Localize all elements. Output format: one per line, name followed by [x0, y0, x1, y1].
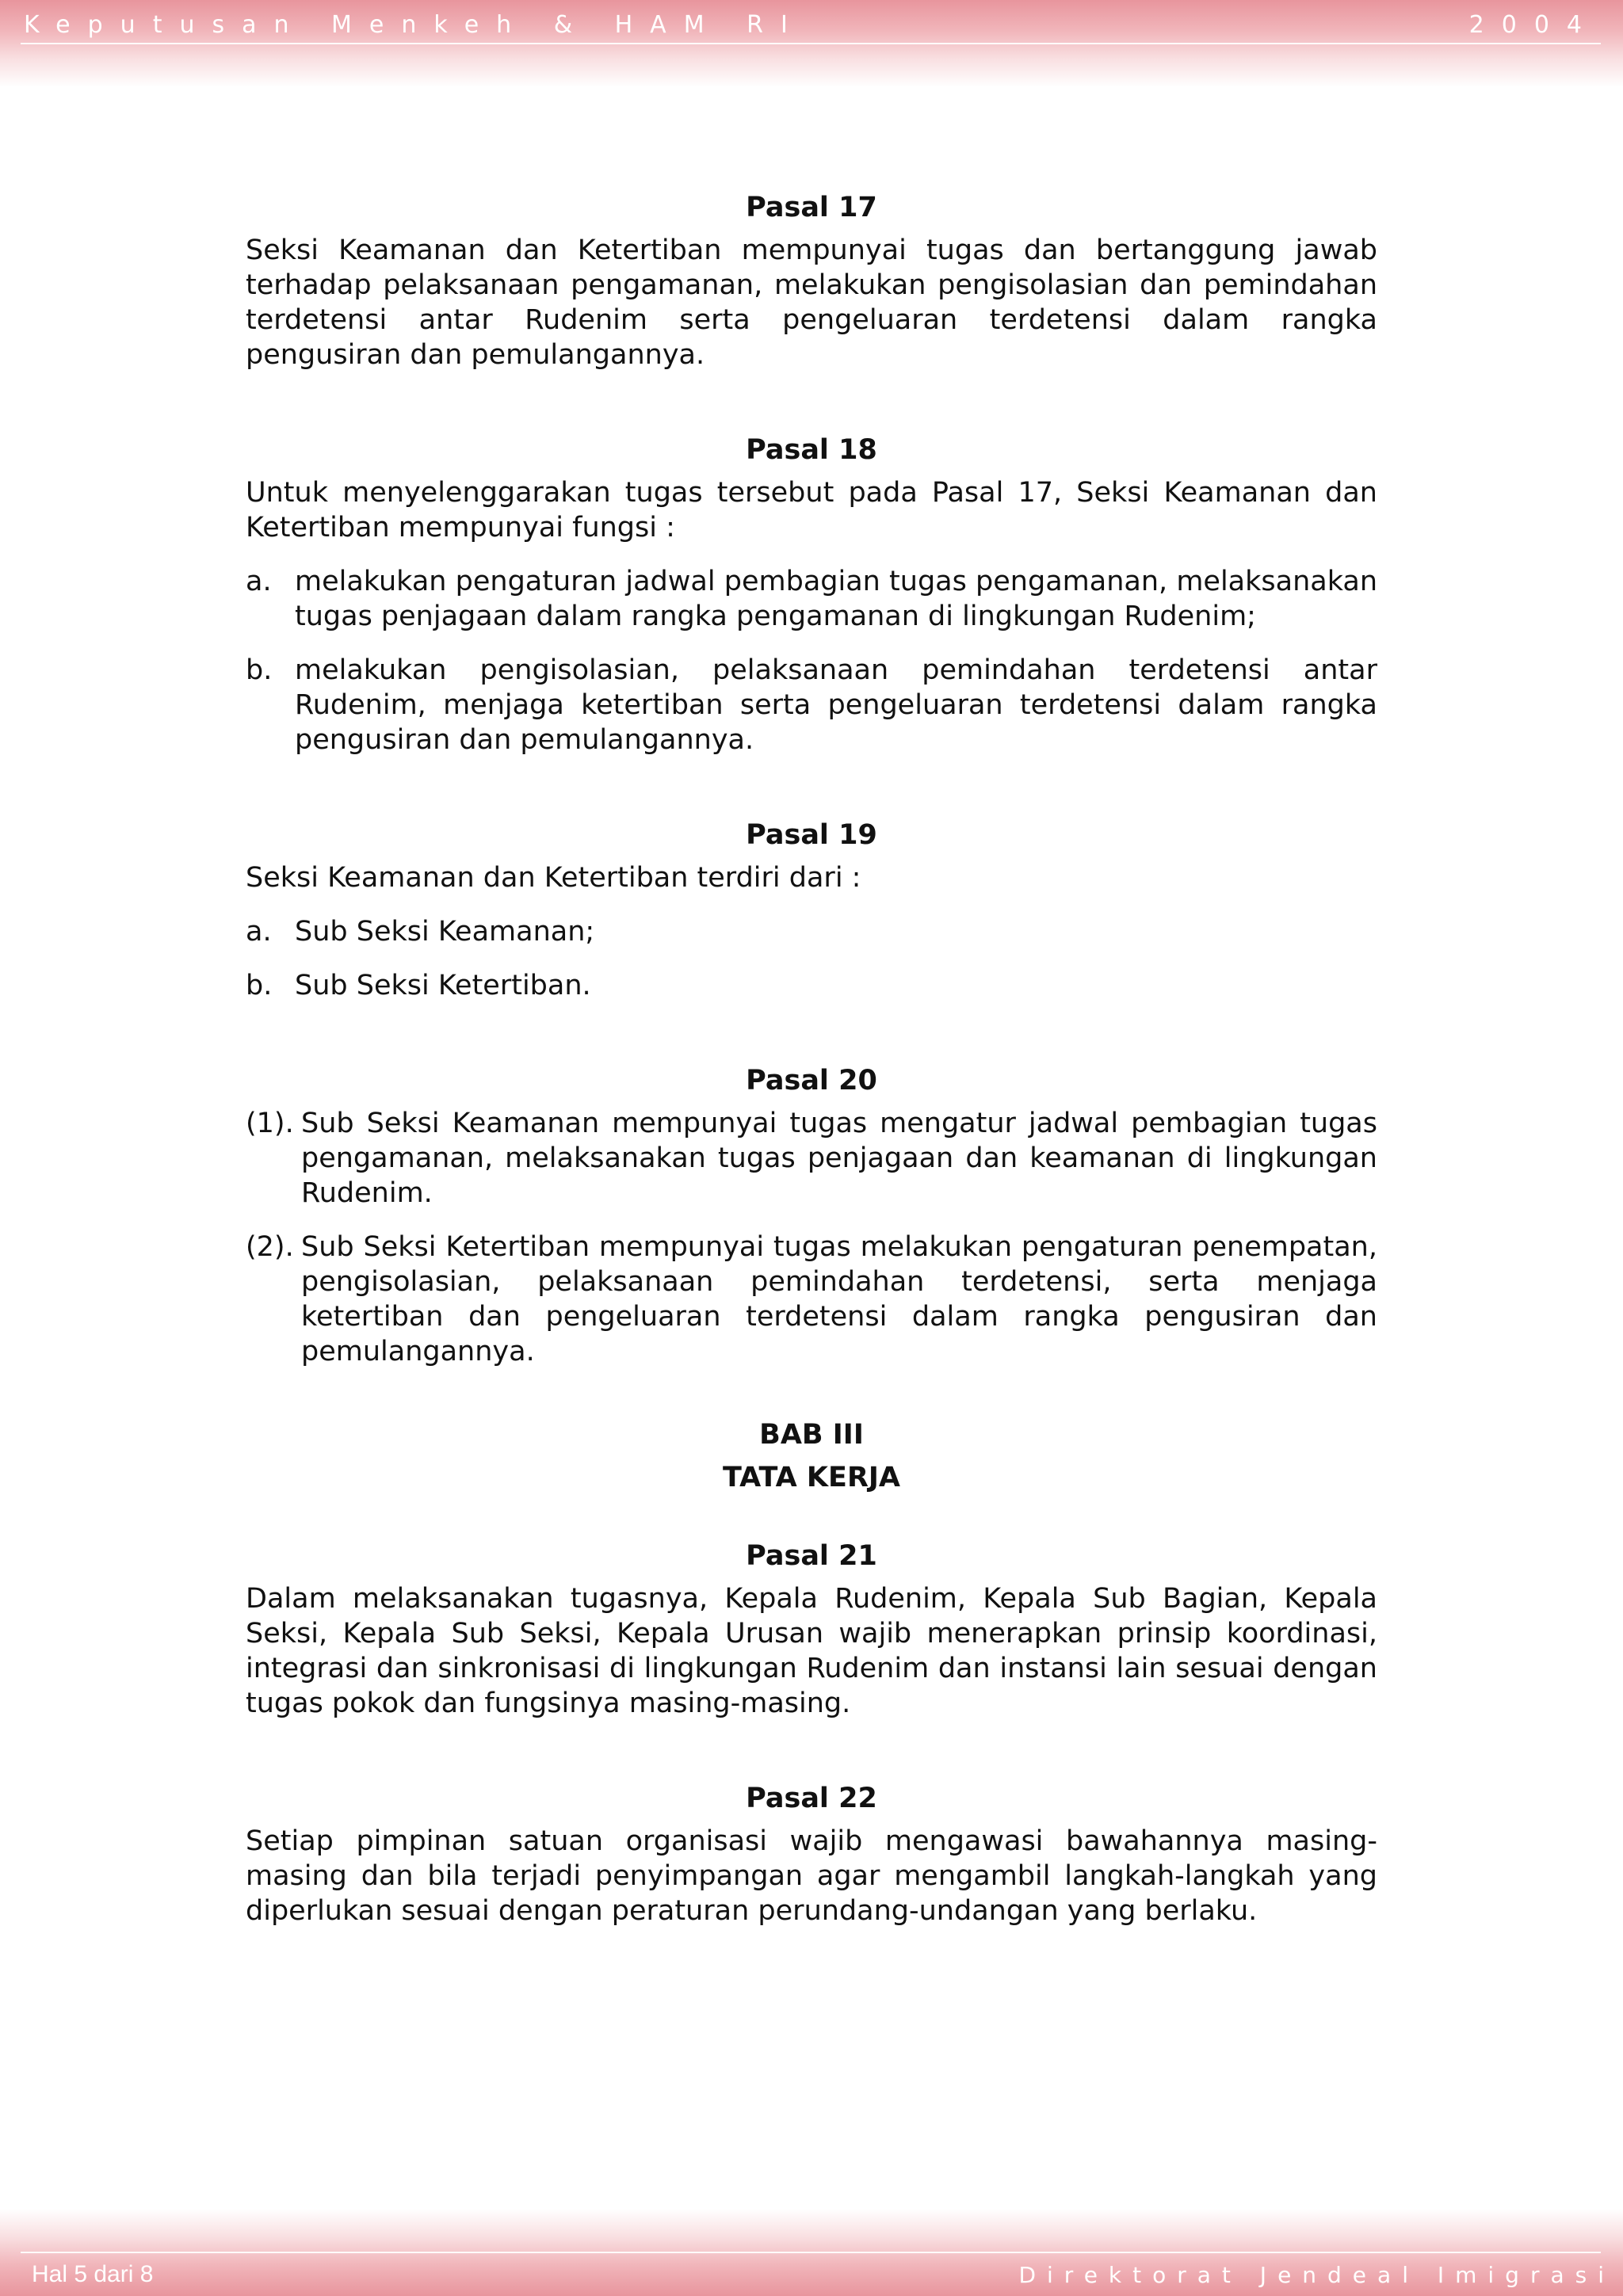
pasal-20	[246, 1063, 1377, 1369]
list-item	[246, 1106, 1377, 1211]
list-marker: a.	[246, 916, 272, 948]
document-body	[246, 190, 1377, 1928]
pasal-title: Pasal 22	[746, 1783, 877, 1814]
list-text: Sub Seksi Ketertiban.	[295, 970, 591, 1001]
list-text: melakukan pengisolasian, pelaksanaan pemindahan terdetensi antar Rudenim, menjaga ketertiban serta pengeluaran terdetensi dalam rangka pengusiran dan pemulangannya.	[295, 654, 1377, 756]
numbered-list	[246, 1106, 1377, 1369]
sub-section-list	[246, 914, 1377, 1003]
pasal-19	[246, 818, 1377, 1003]
pasal-title: Pasal 21	[746, 1540, 877, 1572]
list-text: Sub Seksi Keamanan mempunyai tugas mengatur jadwal pembagian tugas pengamanan, melaksanakan tugas penjagaan dan keamanan di lingkungan Rudenim.	[301, 1108, 1377, 1209]
list-text: Sub Seksi Ketertiban mempunyai tugas melakukan pengaturan penempatan, pengisolasian, pelaksanaan pemindahan terdetensi, serta menjaga ketertiban dan pengeluaran terdetensi dalam rangka pengusiran dan pemulangannya.	[301, 1231, 1377, 1367]
list-item	[246, 914, 1377, 949]
header-rule	[21, 43, 1601, 44]
page-number: Hal 5 dari 8	[32, 2261, 154, 2287]
pasal-intro: Untuk menyelenggarakan tugas tersebut pada Pasal 17, Seksi Keamanan dan Ketertiban mempunyai fungsi :	[246, 477, 1377, 543]
list-item	[246, 968, 1377, 1003]
chapter-number: BAB III	[759, 1419, 864, 1451]
pasal-title: Pasal 17	[746, 192, 877, 223]
list-text: Sub Seksi Keamanan;	[295, 916, 595, 948]
list-marker: (1).	[246, 1108, 294, 1139]
pasal-body: Setiap pimpinan satuan organisasi wajib mengawasi bawahannya masing-masing dan bila terjadi penyimpangan agar mengambil langkah-langkah yang diperlukan sesuai dengan peraturan perundang-undangan yang berlaku.	[246, 1825, 1377, 1927]
list-marker: b.	[246, 654, 273, 686]
pasal-title: Pasal 19	[746, 819, 877, 851]
list-text: melakukan pengaturan jadwal pembagian tugas pengamanan, melaksanakan tugas penjagaan dalam rangka pengamanan di lingkungan Rudenim;	[295, 566, 1377, 632]
pasal-title: Pasal 18	[746, 434, 877, 466]
list-marker: a.	[246, 566, 272, 597]
pasal-22	[246, 1781, 1377, 1928]
chapter-heading	[246, 1413, 1377, 1499]
pasal-body: Seksi Keamanan dan Ketertiban mempunyai tugas dan bertanggung jawab terhadap pelaksanaan pengamanan, melakukan pengisolasian dan pemindahan terdetensi antar Rudenim serta pengeluaran terdetensi dalam rangka pengusiran dan pemulangannya.	[246, 235, 1377, 371]
function-list	[246, 564, 1377, 757]
header-document-title: Keputusan Menkeh & HAM RI	[24, 11, 805, 39]
list-item	[246, 1230, 1377, 1369]
pasal-21	[246, 1539, 1377, 1721]
list-marker: (2).	[246, 1231, 294, 1263]
chapter-title: TATA KERJA	[722, 1462, 901, 1493]
pasal-17	[246, 190, 1377, 372]
footer-rule	[21, 2252, 1601, 2253]
list-item	[246, 564, 1377, 634]
list-item	[246, 653, 1377, 757]
header-year: 2004	[1468, 11, 1599, 39]
pasal-title: Pasal 20	[746, 1065, 877, 1097]
footer-organization: Direktorat Jendeal Imigrasi	[1018, 2262, 1615, 2288]
pasal-intro: Seksi Keamanan dan Ketertiban terdiri dari :	[246, 862, 861, 894]
pasal-18	[246, 433, 1377, 757]
pasal-body: Dalam melaksanakan tugasnya, Kepala Rudenim, Kepala Sub Bagian, Kepala Seksi, Kepala Sub Seksi, Kepala Urusan wajib menerapkan prinsip koordinasi, integrasi dan sinkronisasi di lingkungan Rudenim dan instansi lain sesuai dengan tugas pokok dan fungsinya masing-masing.	[246, 1583, 1377, 1719]
list-marker: b.	[246, 970, 273, 1001]
